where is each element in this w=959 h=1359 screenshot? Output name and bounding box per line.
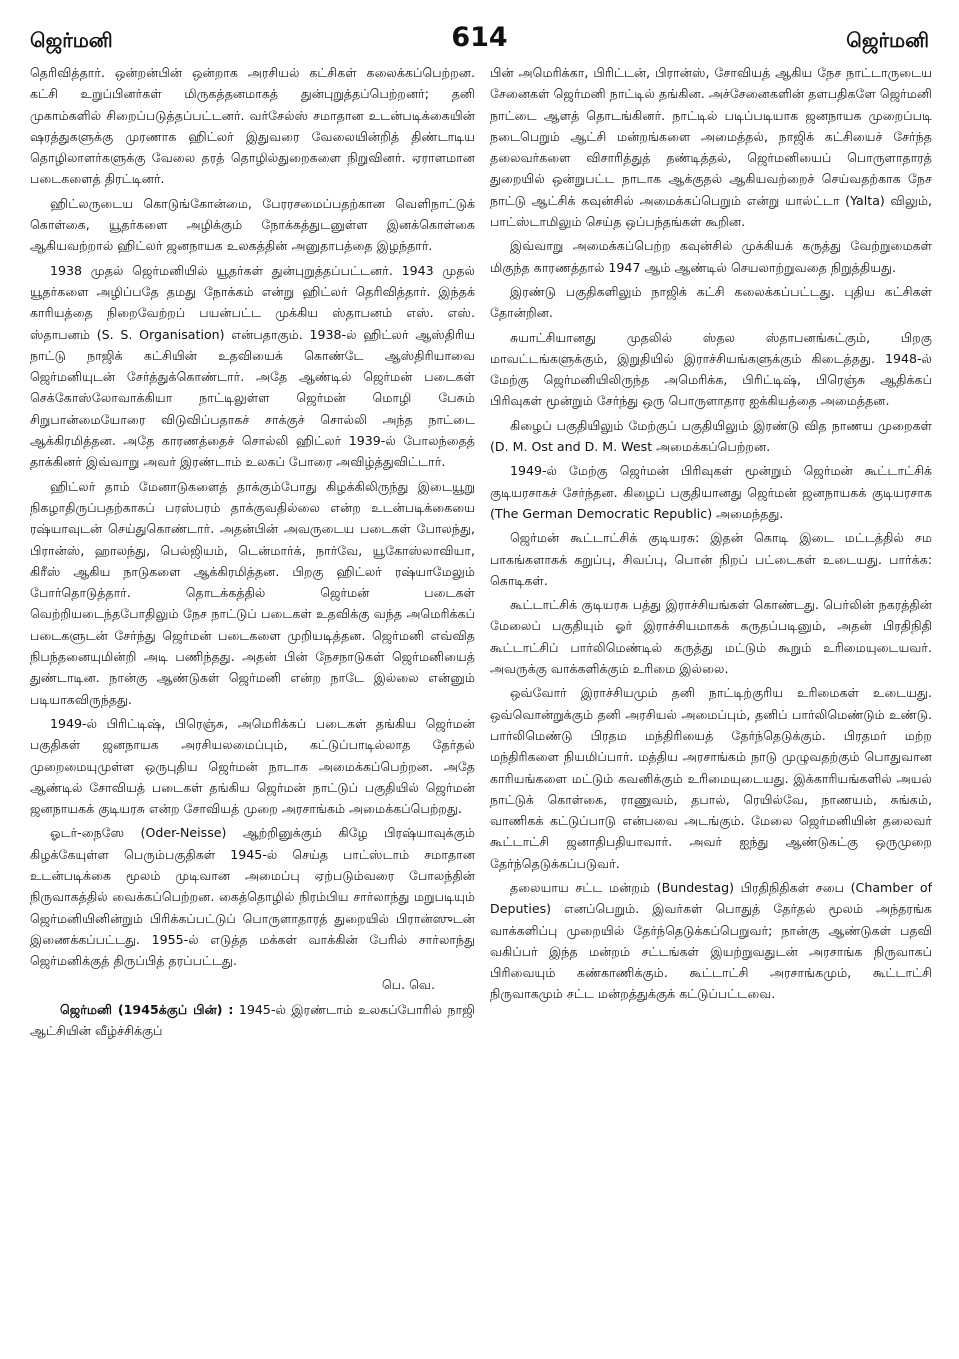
paragraph: பின் அமெரிக்கா, பிரிட்டன், பிரான்ஸ், சோவியத் ஆகிய நேச நாட்டாருடைய சேனைகள் ஜெர்மனி நாட்டில் தங்கின. அச்சேனைகளின் தளபதிகளே ஜெர்மனி நாட்டை ஆளத் தொடங்கினர். நாட்டில் படிப்படியாக ஜனநாயக முறைப்படி நடைபெறும் ஆட்சி மன்றங்களை அமைத்தல், நாஜிக் கட்சியைச் சேர்ந்த தலைவர்களை விசாரித்துத் தண்டித்தல், ஜெர்மனியைப் பொருளாதாரத் துறையில் ஒன்றுபட்ட நாடாக ஆக்குதல் ஆகியவற்றைச் செய்வதற்காக நேச நாட்டு ஆட்சிக் கவுன்சில் அமைக்கப்பெறும் என்று யால்ட்டா (Yalta) விலும், பாட்ஸ்டாமிலும் செய்த ஒப்பந்தங்கள் கூறின. <box>490 65 932 230</box>
entry-heading: ஜெர்மனி (1945க்குப் பின்) : <box>60 1001 234 1017</box>
paragraph: சுயாட்சியானது முதலில் ஸ்தல ஸ்தாபனங்கட்கும், பிறகு மாவட்டங்களுக்கும், இறுதியில் இராச்சியங்களுக்கும் கிடைத்தது. 1948-ல் மேற்கு ஜெர்மனியிலிருந்த அமெரிக்க, பிரிட்டிஷ், பிரெஞ்சு ஆதிக்கப் பிரிவுகள் மூன்றும் சேர்ந்து ஒரு பொருளாதார ஐக்கியத்தை அமைத்தன. <box>490 329 932 409</box>
running-head-left: ஜெர்மனி <box>30 28 113 52</box>
right-column <box>490 62 932 1347</box>
paragraph: ஓடர்-நைஸே (Oder-Neisse) ஆற்றினுக்கும் கிழே பிரஷ்யாவுக்கும் கிழக்கேயுள்ள பெரும்பகுதிகள் 1945-ல் செய்த பாட்ஸ்டாம் சமாதான உடன்படிக்கை மூலம் முடிவான அமைப்பு ஏற்படும்வரை போலந்தின் நிருவாகத்தில் வைக்கப்பெற்றன. கைத்தொழில் நிரம்பிய சார்லாந்து மறுபடியும் ஜெர்மனியினின்றும் பிரிக்கப்பட்டுப் பொருளாதாரத் துறையில் பிரான்ஸுடன் இணைக்கப்பட்டது. 1955-ல் எடுத்த மக்கள் வாக்கின் பேரில் சார்லாந்து ஜெர்மனிக்குத் திருப்பித் தரப்பட்டது. <box>30 825 475 969</box>
paragraph: 1949-ல் பிரிட்டிஷ், பிரெஞ்சு, அமெரிக்கப் படைகள் தங்கிய ஜெர்மன் பகுதிகள் ஜனநாயக அரசியலமைப்பும், கட்டுப்பாடில்லாத தேர்தல் முறைமையுமுள்ள ஒருபுதிய ஜெர்மன் நாடாக அமைக்கப்பெற்றன. அதே ஆண்டில் சோவியத் படைகள் தங்கிய ஜெர்மன் நாட்டுப் பகுதியில் ஜெர்மன் ஜனநாயகக் குடியரசு என்ற சோவியத் முறை அரசாங்கம் அமைக்கப்பெற்றது. <box>30 715 475 817</box>
paragraph: 1938 முதல் ஜெர்மனியில் யூதர்கள் துன்புறுத்தப்பட்டனர். 1943 முதல் யூதர்களை அழிப்பதே தமது நோக்கம் என்று ஹிட்லர் தெரிவித்தார். இந்தக் காரியத்தை நிறைவேற்றப் பயன்பட்ட முக்கிய ஸ்தாபனம் எஸ். எஸ். ஸ்தாபனம் (S. S. Organisation) என்பதாகும். 1938-ல் ஹிட்லர் ஆஸ்திரிய நாட்டு நாஜிக் கட்சியின் உதவியைக் கொண்டே ஆஸ்திரியாவை ஜெர்மனியுடன் சேர்த்துக்கொண்டார். அதே ஆண்டில் ஜெர்மன் படைகள் செக்கோஸ்லோவாக்கியா நாட்டிலுள்ள ஜெர்மன் மொழி பேசும் சிறுபான்மையோரை விடுவிப்பதாகச் சாக்குச் சொல்லி அந்த நாட்டை ஆக்கிரமித்தன. அதே காரணத்தைச் சொல்லி ஹிட்லர் 1939-ல் போலந்தைத் தாக்கினர் இவ்வாறு அவர் இரண்டாம் உலகப் போரை அவிழ்த்துவிட்டார். <box>30 262 475 470</box>
paragraph: ஹிட்லருடைய கொடுங்கோன்மை, பேரரசமைப்பதற்கான வெளிநாட்டுக் கொள்கை, யூதர்களை அழிக்கும் நோக்கத்துடனுள்ள இனக்கொள்கை ஆகியவற்றால் ஹிட்லர் ஜனநாயக உலகத்தின் அனுதாபத்தை இழந்தார். <box>30 195 475 254</box>
paragraph: தெரிவித்தார். ஒன்றன்பின் ஒன்றாக அரசியல் கட்சிகள் கலைக்கப்பெற்றன. கட்சி உறுப்பினர்கள் மிருகத்தனமாகத் துன்புறுத்தப்பெற்றனர்; தனி முகாம்களில் சிறைப்படுத்தப்பட்டனர். வர்சேல்ஸ் சமாதான உடன்படிக்கையின் ஷரத்துகளுக்கு முரணாக ஹிட்லர் இதுவரை வேலையின்றித் திண்டாடிய தொழிலாளர்களுக்கு வேலை தரத் தொழில்துறைகளை நிறுவினர். ஏராளமான படைகளைத் திரட்டினர். <box>30 65 475 187</box>
paragraph: இவ்வாறு அமைக்கப்பெற்ற கவுன்சில் முக்கியக் கருத்து வேற்றுமைகள் மிகுந்த காரணத்தால் 1947 ஆம் ஆண்டில் செயலாற்றுவதை நிறுத்தியது. <box>490 238 932 275</box>
page-header <box>30 22 929 56</box>
paragraph: தலையாய சட்ட மன்றம் (Bundestag) பிரதிநிதிகள் சபை (Chamber of Deputies) எனப்பெறும். இவர்கள் பொதுத் தேர்தல் மூலம் அந்தரங்க வாக்களிப்பு முறையில் தேர்ந்தெடுக்கப்பெறுவர்; நான்கு ஆண்டுகள் பதவி வகிப்பர் இந்த மன்றம் சட்டங்கள் இயற்றுவதுடன் அரசாங்க நிருவாகப் பிரிவையும் கண்காணிக்கும். கூட்டாட்சி அரசாங்கமும், கூட்டாட்சி நிருவாகமும் சட்ட மன்றத்துக்குக் கட்டுப்பட்டவை. <box>490 879 932 1002</box>
entry-text: 1945-ல் இரண்டாம் உலகப்போரில் நாஜி ஆட்சியின் வீழ்ச்சிக்குப் <box>30 1001 475 1039</box>
paragraph: ஒவ்வோர் இராச்சியமும் தனி நாட்டிற்குரிய உரிமைகள் உடையது. ஒவ்வொன்றுக்கும் தனி அரசியல் அமைப்பும், தனிப் பார்லிமெண்டும் உண்டு. பார்லிமெண்டு பிரதம மந்திரியைத் தேர்ந்தெடுக்கும். பிரதமர் மற்ற மந்திரிகளை நியமிப்பார். மத்திய அரசாங்கம் நாடு முழுவதற்கும் பொதுவான காரியங்களை மட்டும் கவனிக்கும் உரிமையுடையது. இக்காரியங்களில் அயல் நாட்டுக் கொள்கை, ராணுவம், தபால், ரெயில்வே, நாணயம், சுங்கம், வாணிகக் கட்டுப்பாடு என்பவை அடங்கும். மேலை ஜெர்மனியின் தலைவர் கூட்டாட்சி ஜனாதிபதியாவார். அவர் ஐந்து ஆண்டுகட்கு ஒருமுறை தேர்ந்தெடுக்கப்படுவர். <box>490 685 932 871</box>
author-initials: பெ. வெ. <box>381 977 435 993</box>
paragraph: கூட்டாட்சிக் குடியரசு பத்து இராச்சியங்கள் கொண்டது. பெர்லின் நகரத்தின் மேலைப் பகுதியும் ஓர் இராச்சியமாகக் கருதப்படினும், அதன் பிரதிநிதி கூட்டாட்சிப் பார்லிமெண்டில் கருத்து மட்டும் கூறும் உரிமையுடையவர். அவருக்கு வாக்களிக்கும் உரிமை இல்லை. <box>490 597 932 677</box>
running-head-right: ஜெர்மனி <box>846 28 929 52</box>
paragraph: 1949-ல் மேற்கு ஜெர்மன் பிரிவுகள் மூன்றும் ஜெர்மன் கூட்டாட்சிக் குடியரசாகச் சேர்ந்தன. கிழைப் பகுதியானது ஜெர்மன் ஜனநாயகக் குடியரசாக (The German Democratic Republic) அமைந்தது. <box>490 463 932 521</box>
paragraph: ஜெர்மன் கூட்டாட்சிக் குடியரசு: இதன் கொடி இடை மட்டத்தில் சம பாகங்களாகக் கறுப்பு, சிவப்பு, பொன் நிறப் பட்டைகள் உடையது. பார்க்க: கொடிகள். <box>490 530 932 588</box>
left-column <box>30 62 475 1347</box>
paragraph: ஹிட்லர் தாம் மேனாடுகளைத் தாக்கும்போது கிழக்கிலிருந்து இடையூறு நிகழாதிருப்பதற்காகப் பரஸ்பரம் தாக்குவதில்லை என்ற உடன்படிக்கையை ரஷ்யாவுடன் செய்துகொண்டார். அதன்பின் அவருடைய படைகள் போலந்து, பிரான்ஸ், ஹாலந்து, பெல்ஜியம், டென்மார்க், நார்வே, யூகோஸ்லாவியா, கிரீஸ் ஆகிய நாடுகளை ஆக்கிரமித்தன. பிறகு ஹிட்லர் ரஷ்யாமேலும் போர்தொடுத்தார். தொடக்கத்தில் ஜெர்மன் படைகள் வெற்றியடைந்தபோதிலும் நேச நாட்டுப் படைகள் உதவிக்கு வந்த அமெரிக்கப் படைகளுடன் சேர்ந்து ஜெர்மன் படைகளை முறியடித்தன. ஜெர்மனி எவ்வித நிபந்தனையுமின்றி அடி பணிந்தது. அதன் பின் நேசநாடுகள் ஜெர்மனியைத் துண்டாடின. நான்கு ஆண்டுகள் ஜெர்மனி என்ற நாடே இல்லை என்னும் படியாகவிருந்தது. <box>30 478 475 707</box>
entry-paragraph <box>30 999 475 1042</box>
paragraph: இரண்டு பகுதிகளிலும் நாஜிக் கட்சி கலைக்கப்பட்டது. புதிய கட்சிகள் தோன்றின. <box>490 283 932 321</box>
paragraph: கிழைப் பகுதியிலும் மேற்குப் பகுதியிலும் இரண்டு வித நாணய முறைகள் (D. M. Ost and D. M. West அமைக்கப்பெற்றன. <box>490 417 932 455</box>
page-number: 614 <box>451 22 508 53</box>
